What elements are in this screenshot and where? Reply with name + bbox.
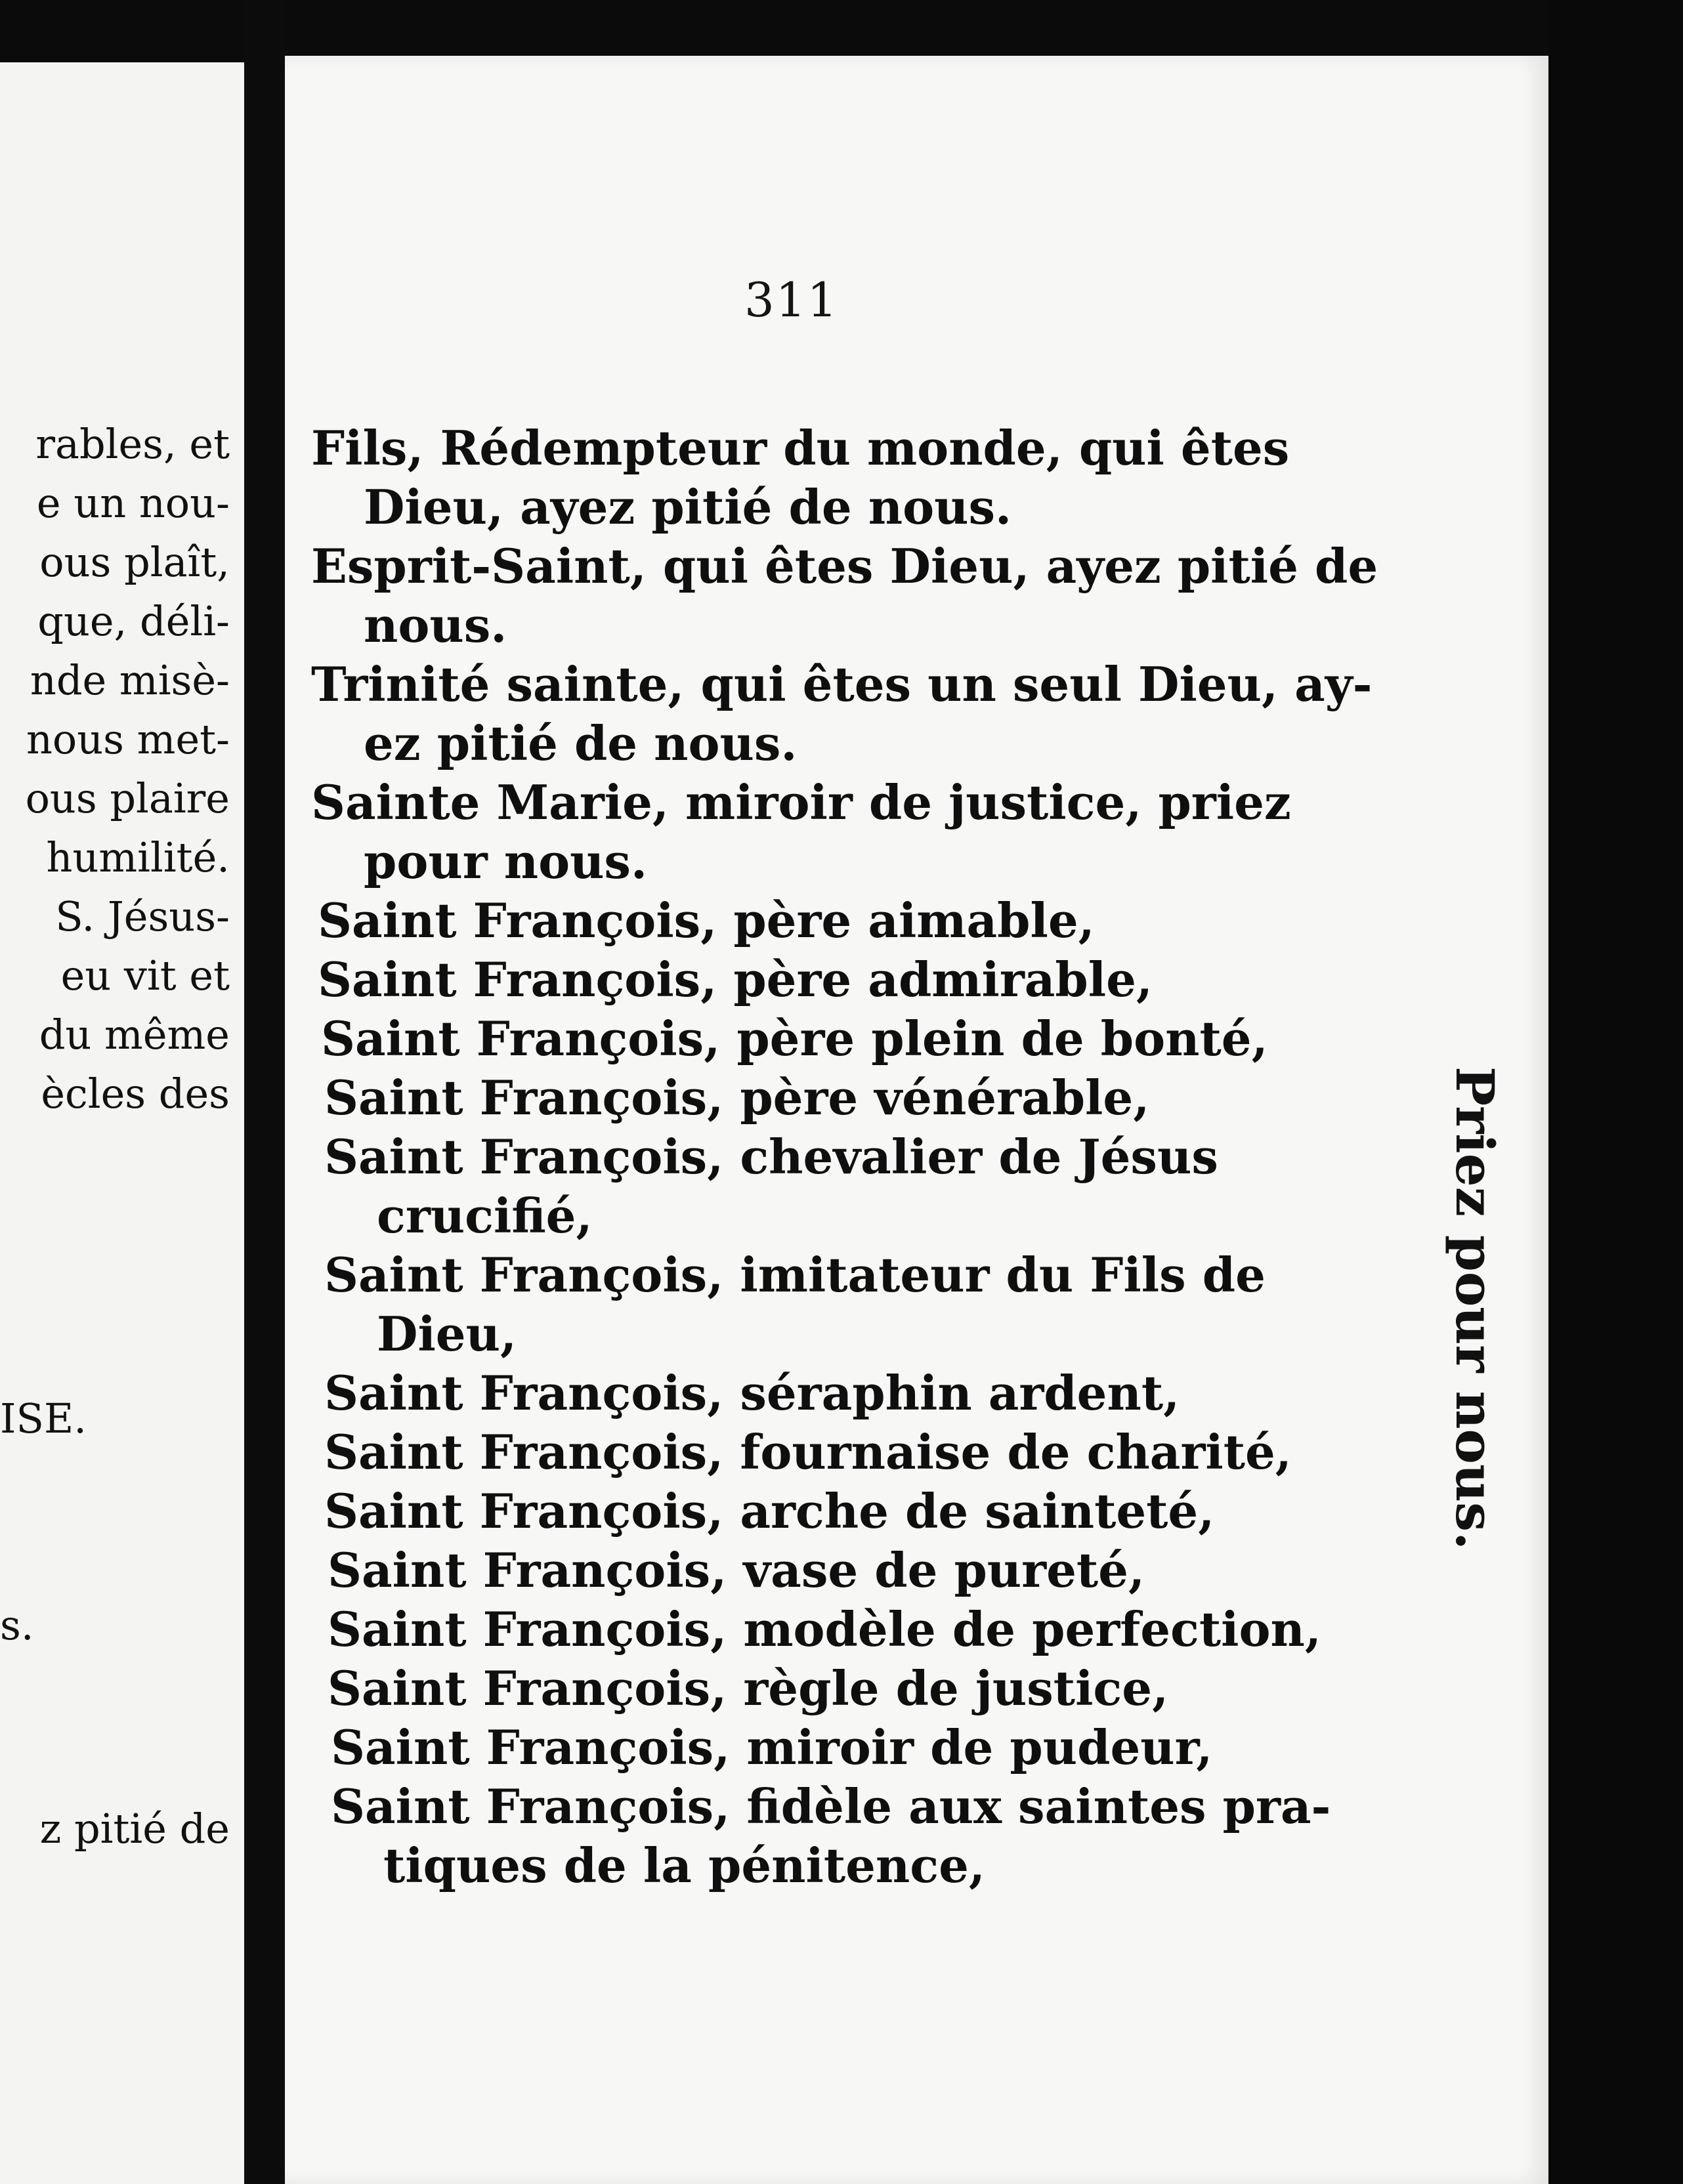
page-edge-shadow (1548, 0, 1683, 2184)
text-line-16: Dieu, (377, 1306, 517, 1362)
text-line-20: Saint François, vase de pureté, (328, 1542, 1145, 1598)
text-line-5: Trinité sainte, qui êtes un seul Dieu, ay- (311, 656, 1373, 712)
left-line-6: nous met- (26, 715, 230, 763)
text-line-18: Saint François, fournaise de charité, (324, 1424, 1292, 1480)
left-line-10: eu vit et (60, 952, 230, 999)
text-line-21: Saint François, modèle de perfection, (328, 1601, 1321, 1657)
left-line-11: du même (39, 1011, 230, 1059)
left-line-4: que, déli- (37, 597, 230, 645)
left-line-7: ous plaire (25, 774, 230, 822)
left-page (0, 62, 244, 2184)
text-line-19: Saint François, arche de sainteté, (324, 1483, 1215, 1539)
text-line-17: Saint François, séraphin ardent, (324, 1365, 1180, 1421)
text-line-2: Dieu, ayez pitié de nous. (364, 479, 1012, 535)
text-line-24: Saint François, fidèle aux saintes pra- (331, 1778, 1331, 1834)
text-line-10: Saint François, père admirable, (318, 952, 1153, 1007)
left-line-14: s. (0, 1601, 34, 1649)
left-line-12: ècles des (41, 1070, 230, 1118)
text-line-22: Saint François, règle de justice, (328, 1660, 1169, 1716)
side-response-label: Priez pour nous. (1444, 1066, 1506, 1550)
text-line-1: Fils, Rédempteur du monde, qui êtes (311, 420, 1290, 476)
text-line-11: Saint François, père plein de bonté, (321, 1011, 1268, 1066)
left-line-15: z pitié de (39, 1805, 230, 1853)
text-line-25: tiques de la pénitence, (383, 1838, 985, 1893)
right-page (285, 56, 1548, 2184)
text-line-7: Sainte Marie, miroir de justice, priez (311, 774, 1291, 830)
text-line-13: Saint François, chevalier de Jésus (324, 1129, 1218, 1185)
left-line-2: e un nou- (36, 479, 230, 527)
left-line-3: ous plaît, (39, 538, 230, 586)
text-line-15: Saint François, imitateur du Fils de (324, 1247, 1266, 1303)
left-line-1: rables, et (35, 420, 230, 468)
left-line-5: nde misè- (30, 656, 230, 704)
left-line-9: S. Jésus- (55, 892, 230, 940)
text-line-8: pour nous. (364, 833, 648, 889)
text-line-14: crucifié, (377, 1188, 593, 1244)
book-spine (244, 0, 285, 2184)
text-line-23: Saint François, miroir de pudeur, (331, 1719, 1213, 1775)
text-line-6: ez pitié de nous. (364, 715, 798, 771)
left-line-8: humilité. (46, 833, 230, 881)
page-number: 311 (744, 272, 839, 327)
text-line-4: nous. (364, 597, 507, 653)
text-line-12: Saint François, père vénérable, (324, 1070, 1150, 1125)
left-line-13: ISE. (0, 1395, 87, 1442)
text-line-3: Esprit-Saint, qui êtes Dieu, ayez pitié de (311, 538, 1378, 594)
text-line-9: Saint François, père aimable, (318, 892, 1095, 948)
